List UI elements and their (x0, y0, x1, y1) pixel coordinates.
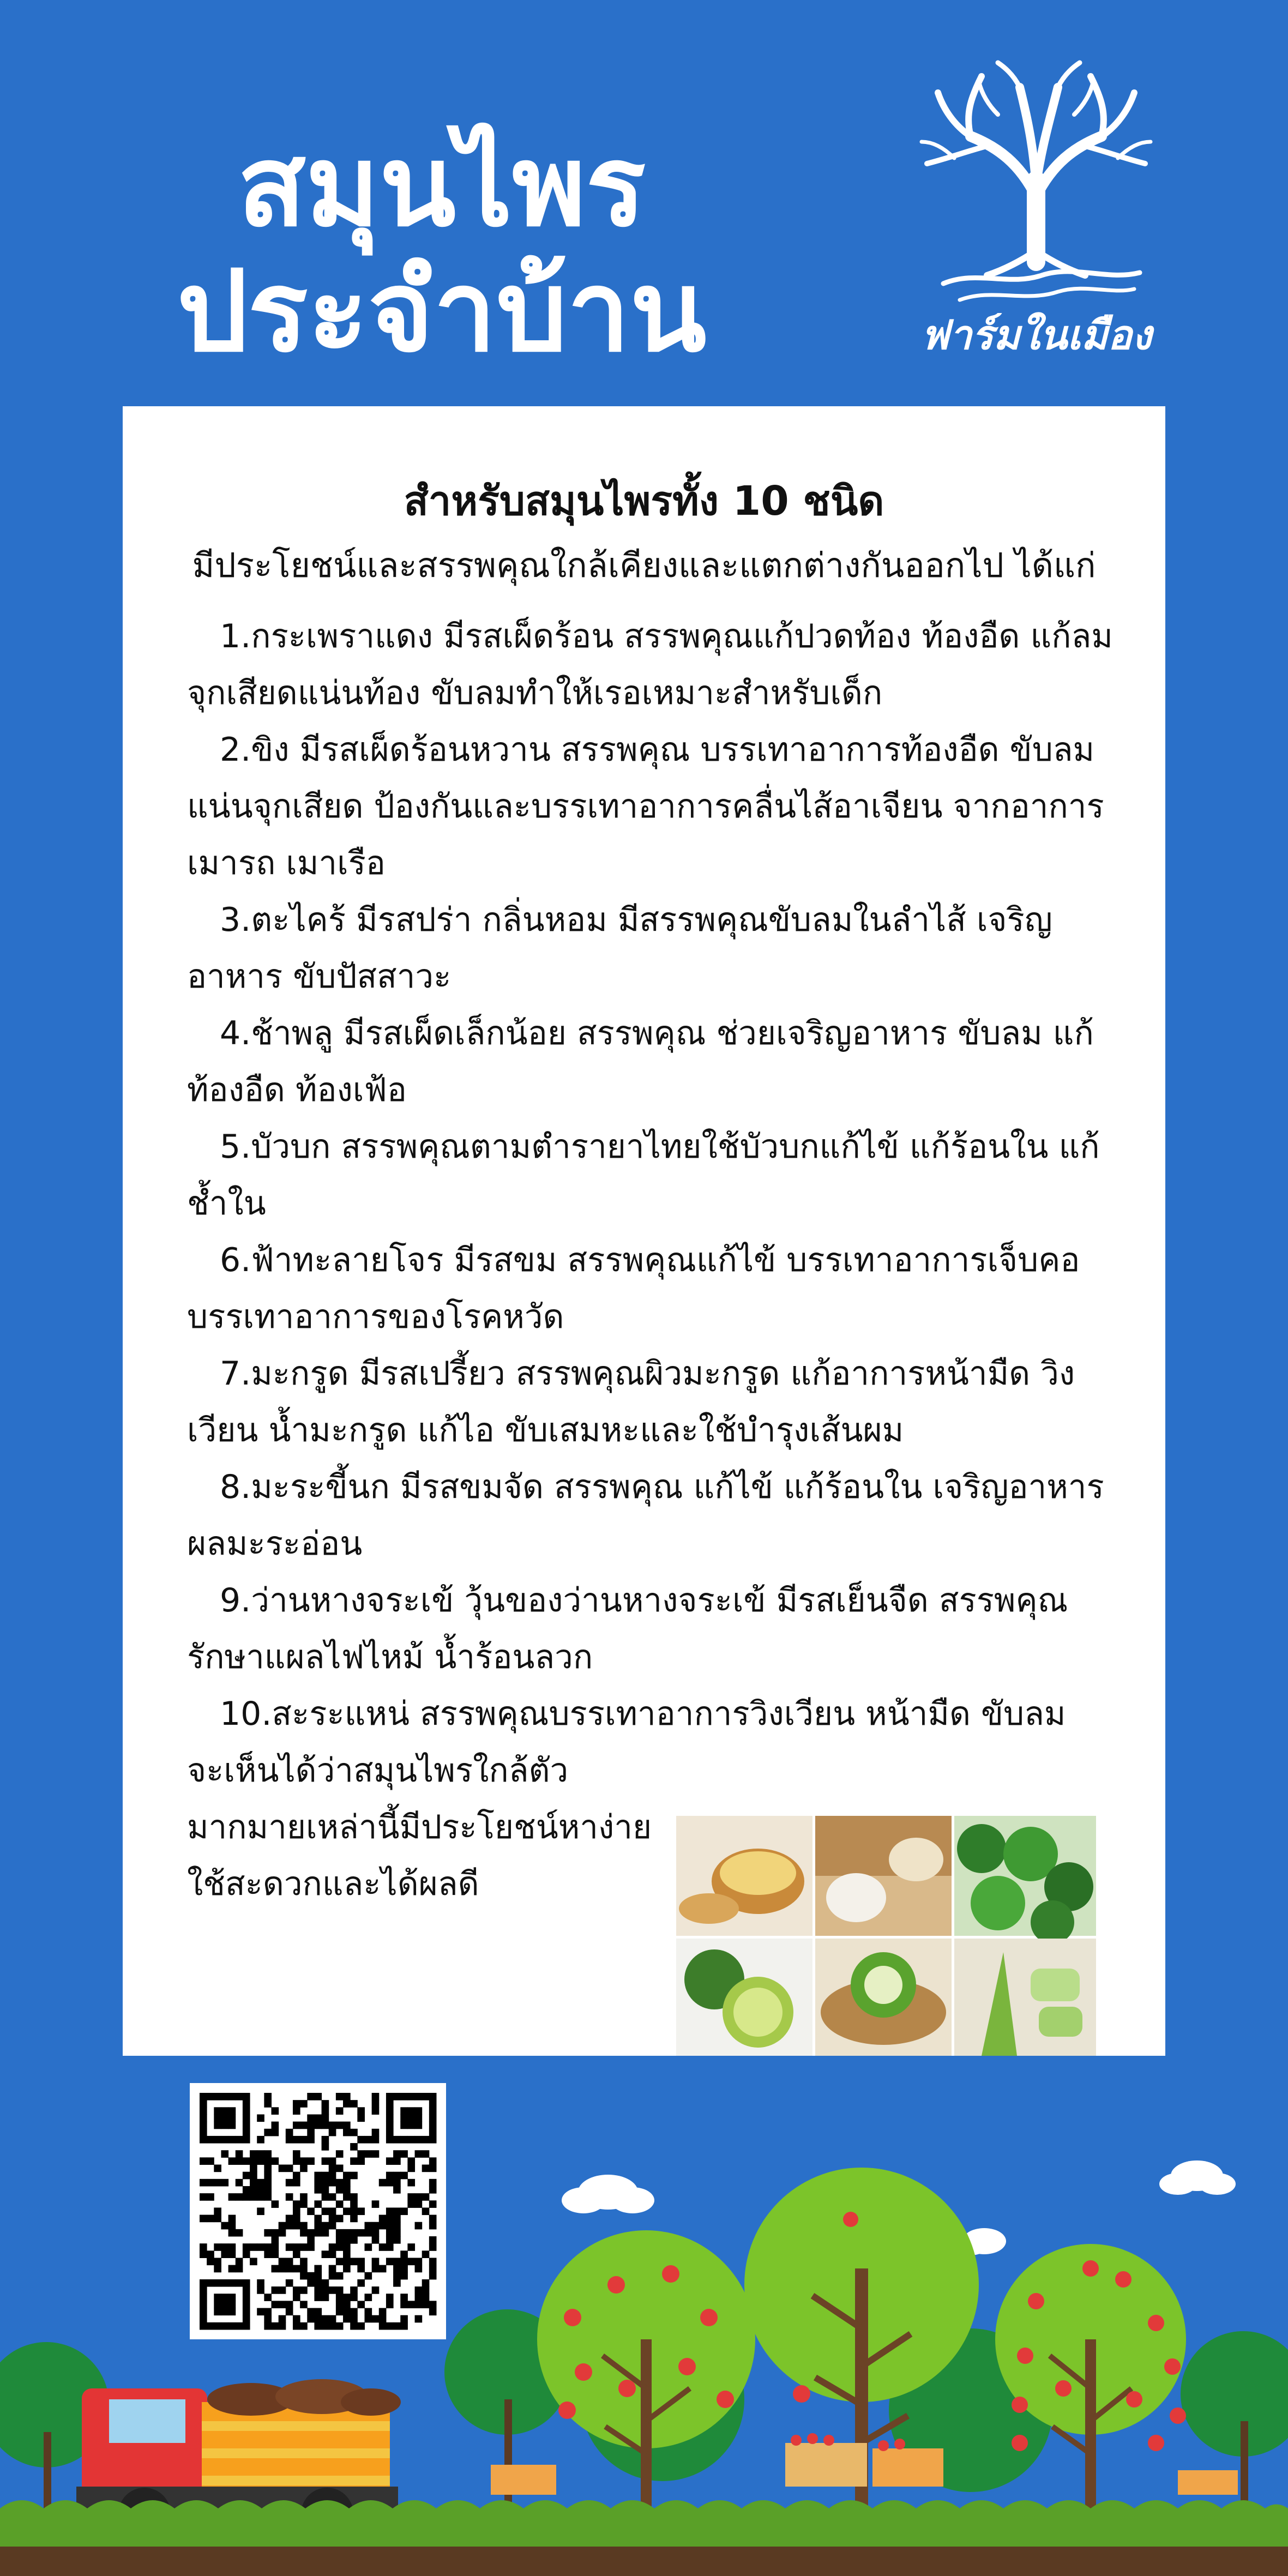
herb-item: 5.บัวบก สรรพคุณตามตำรายาไทยใช้บัวบกแก้ไข้ แก้ร้อนใน แก้ช้ำใน (187, 1128, 1100, 1223)
bitter-gourd-photo (815, 1939, 952, 2056)
herb-item: 6.ฟ้าทะลายโจร มีรสขม สรรพคุณแก้ไข้ บรรเทาอาการเจ็บคอ บรรเทาอาการของโรคหวัด (187, 1241, 1080, 1336)
conclusion-text: จะเห็นได้ว่าสมุนไพรใกล้ตัวมากมายเหล่านี้มีประโยชน์หาง่าย ใช้สะดวกและได้ผลดี (187, 1752, 652, 1903)
brand-name: ฟาร์มในเมือง (920, 312, 1152, 359)
herb-photo-collage (676, 1816, 1096, 2056)
ginger-photo (676, 1816, 812, 1936)
card-heading: สำหรับสมุนไพรทั้ง 10 ชนิด (404, 478, 884, 525)
herb-item: 2.ขิง มีรสเผ็ดร้อนหวาน สรรพคุณ บรรเทาอาการท้องอืด ขับลม แน่นจุกเสียด ป้องกันและบรรเทาอาการคลื่นไส้อาเจียน จากอาการเมารถ เมาเรือ (187, 731, 1104, 882)
grass (0, 2500, 1288, 2547)
title-line-1: สมุนไพร (237, 122, 646, 251)
lemongrass-photo (815, 1816, 952, 1936)
herb-item: 1.กระเพราแดง มีรสเผ็ดร้อน สรรพคุณแก้ปวดท้อง ท้องอืด แก้ลมจุกเสียดแน่นท้อง ขับลมทำให้เรอเหมาะสำหรับเด็ก (187, 617, 1113, 712)
herb-item: 10.สะระแหน่ สรรพคุณบรรเทาอาการวิงเวียน หน้ามืด ขับลม (220, 1695, 1066, 1733)
title-line-2: ประจำบ้าน (177, 247, 707, 377)
aloe-vera-photo (954, 1939, 1096, 2056)
kaffir-lime-photo (676, 1939, 812, 2056)
tree-logo-icon (911, 55, 1161, 360)
herb-item: 4.ช้าพลู มีรสเผ็ดเล็กน้อย สรรพคุณ ช่วยเจริญอาหาร ขับลม แก้ท้องอืด ท้องเฟ้อ (187, 1014, 1094, 1109)
center-tree (744, 2168, 979, 2552)
farm-scene (0, 2159, 1288, 2576)
herb-item: 7.มะกรูด มีรสเปรี้ยว สรรพคุณผิวมะกรูด แก้อาการหน้ามืด วิงเวียน น้ำมะกรูด แก้ไอ ขับเสมหะและใช้บำรุงเส้นผม (187, 1355, 1075, 1449)
gotu-kola-photo (954, 1816, 1096, 1944)
herb-item: 9.ว่านหางจระเข้ วุ้นของว่านหางจระเข้ มีรสเย็นจืด สรรพคุณ รักษาแผลไฟไหม้ น้ำร้อนลวก (187, 1581, 1068, 1676)
herb-list (187, 608, 1136, 1912)
content-card (123, 406, 1165, 2056)
brand-logo (911, 55, 1161, 360)
card-subheading: มีประโยชน์และสรรพคุณใกล้เคียงและแตกต่างกันออกไป ได้แก่ (192, 545, 1096, 585)
herb-item: 8.มะระขี้นก มีรสขมจัด สรรพคุณ แก้ไข้ แก้ร้อนใน เจริญอาหาร ผลมะระอ่อน (187, 1468, 1104, 1563)
herb-item: 3.ตะไคร้ มีรสปร่า กลิ่นหอม มีสรรพคุณขับลมในลำไส้ เจริญอาหาร ขับปัสสาวะ (187, 901, 1052, 996)
